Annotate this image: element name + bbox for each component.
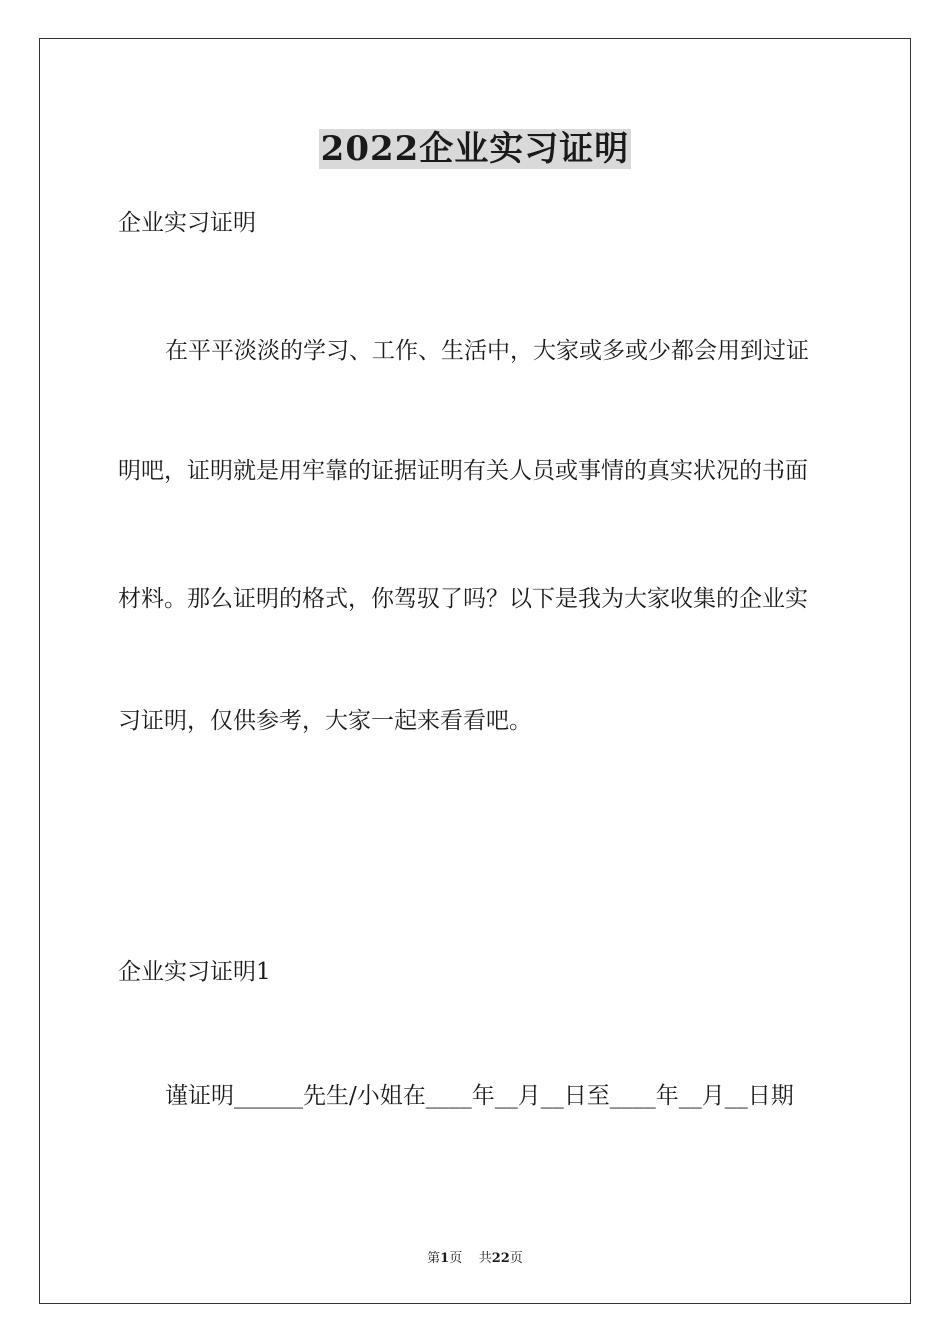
intro-line-1: 在平平淡淡的学习、工作、生活中，大家或多或少都会用到过证 xyxy=(165,338,809,364)
footer-page-number: 1 xyxy=(440,1251,450,1266)
sample1-line-1: 谨证明______先生/小姐在____年__月__日至____年__月__日期 xyxy=(165,1083,794,1109)
intro-line-4: 习证明，仅供参考，大家一起来看看吧。 xyxy=(118,708,532,734)
footer-page-prefix: 第 xyxy=(427,1251,441,1266)
intro-line-3: 材料。那么证明的格式，你驾驭了吗？以下是我为大家收集的企业实 xyxy=(118,586,808,612)
footer-page-suffix: 页 xyxy=(449,1251,463,1266)
sample1-heading: 企业实习证明1 xyxy=(118,959,271,985)
document-title-text: 2022企业实习证明 xyxy=(320,129,630,169)
footer-total-pages: 22 xyxy=(491,1251,510,1266)
page-footer xyxy=(0,1247,950,1266)
document-title xyxy=(0,128,950,170)
section-heading: 企业实习证明 xyxy=(118,210,256,236)
intro-line-2: 明吧，证明就是用牢靠的证据证明有关人员或事情的真实状况的书面 xyxy=(118,458,808,484)
footer-total-suffix: 页 xyxy=(509,1251,523,1266)
footer-total-prefix: 共 xyxy=(478,1251,492,1266)
